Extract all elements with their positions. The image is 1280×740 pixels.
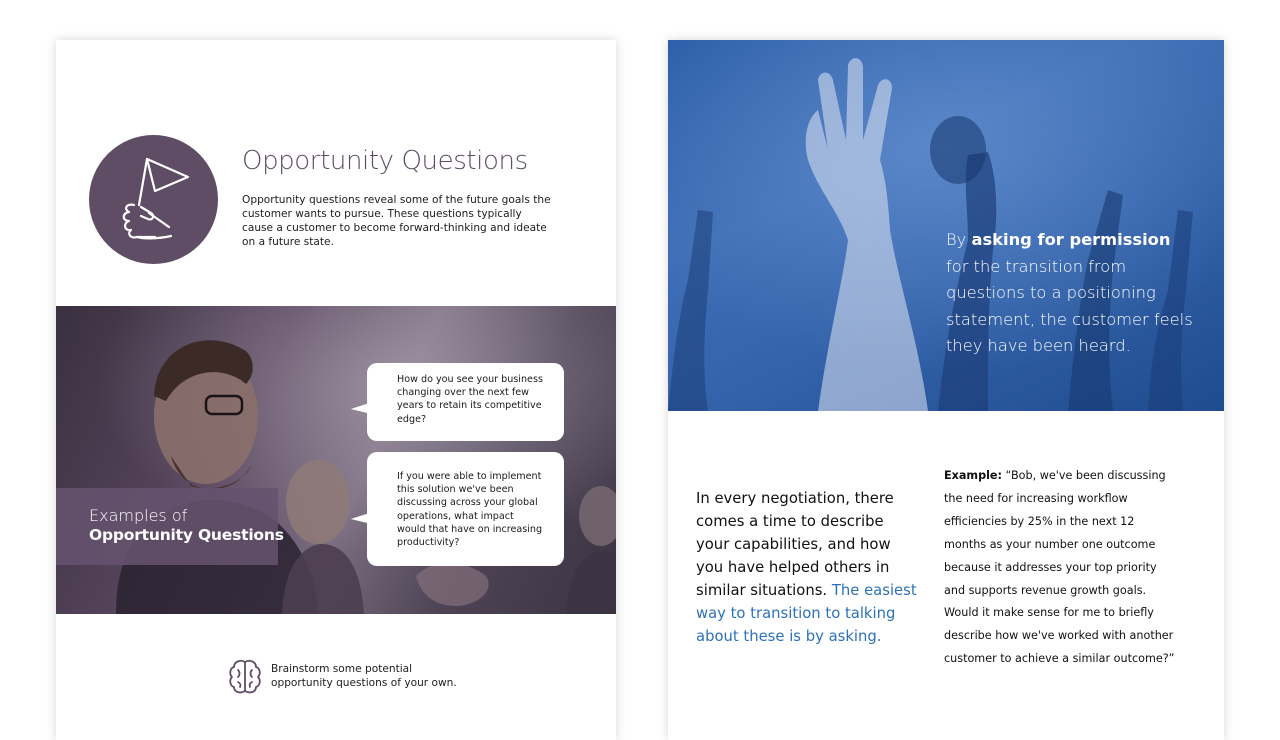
flag-in-hand-icon: [89, 135, 218, 264]
examples-label-box: [56, 488, 284, 565]
brain-icon: [228, 658, 262, 696]
question-bubble-2: [367, 452, 564, 566]
examples-label-line1: Examples of: [89, 506, 188, 525]
page-description: Opportunity questions reveal some of the future goals the customer wants to pursue. These questions typically cause a customer to become forward-thinking and ideate on a future state.: [242, 194, 551, 248]
brainstorm-text: Brainstorm some potential opportunity questions of your own.: [271, 663, 457, 689]
negotiation-text: In every negotiation, there comes a time to describe your capabilities, and how you have helped others in similar situations.: [696, 490, 894, 599]
question-1-text: How do you see your business changing over the next few years to retain its competitive edge?: [397, 374, 543, 425]
question-2-text: If you were able to implement this solution we've been discussing across your global operations, what impact would that have on increasing productivity?: [397, 471, 543, 549]
hero-quote: [946, 227, 1196, 360]
page-title: Opportunity Questions: [242, 146, 528, 176]
example-label: Example:: [944, 469, 1002, 482]
examples-label-line2: Opportunity Questions: [89, 526, 284, 544]
example-paragraph: [944, 465, 1180, 671]
left-page: [56, 40, 616, 740]
quote-prefix: By: [946, 230, 972, 249]
negotiation-highlight: The easiest way to transition to talking about these is by asking.: [696, 582, 917, 645]
quote-bold: asking for permission: [971, 230, 1171, 249]
negotiation-paragraph: [696, 487, 918, 648]
question-bubble-1: [367, 363, 564, 441]
quote-suffix: for the transition from questions to a positioning statement, the customer feels they have been heard.: [946, 256, 1193, 355]
right-page: [668, 40, 1224, 740]
example-text: “Bob, we've been discussing the need for increasing workflow efficiencies by 25% in the next 12 months as your number one outcome because it addresses your top priority and supports revenue growth goals. Would it make sense for me to briefly describe how we've worked with another customer to achieve a similar outcome?”: [944, 469, 1175, 666]
